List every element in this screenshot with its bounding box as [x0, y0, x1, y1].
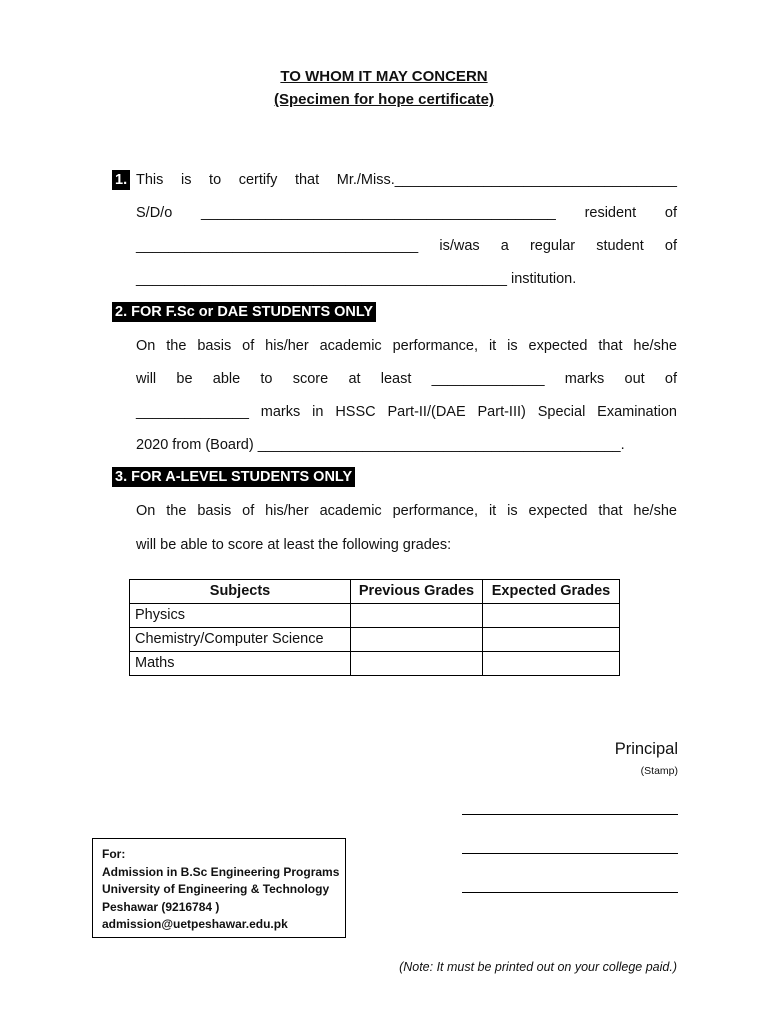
text-word: the — [166, 338, 187, 354]
text-word: able — [212, 371, 241, 387]
text-word: of — [242, 338, 255, 354]
contact-email: admission@uetpeshawar.edu.pk — [102, 917, 288, 931]
text-word: ______________ — [136, 404, 249, 420]
text-word: ____________________________________________ — [201, 205, 556, 221]
text-word: HSSC — [335, 404, 376, 420]
text-word: marks — [260, 404, 301, 420]
section-1-line-3 — [136, 236, 677, 256]
section-2-line-4: 2020 from (Board) _____________________________________________. — [136, 437, 625, 453]
contact-for-label: For: — [102, 847, 126, 861]
text-word: Special — [537, 404, 586, 420]
section-3-line-1 — [136, 501, 677, 521]
section-2-line-3 — [136, 402, 677, 422]
text-word: academic — [319, 503, 382, 519]
contact-university: University of Engineering & Technology — [102, 882, 330, 896]
column-header-subjects: Subjects — [130, 580, 351, 604]
expected-grade-cell — [483, 604, 620, 628]
text-word: is — [507, 503, 518, 519]
page-title: TO WHOM IT MAY CONCERN — [280, 68, 488, 85]
text-word: basis — [197, 338, 232, 354]
text-word: resident — [584, 205, 637, 221]
text-word: score — [292, 371, 329, 387]
text-word: of — [242, 503, 255, 519]
section-2-line-1 — [136, 336, 677, 356]
text-word: a — [500, 238, 509, 254]
subject-cell: Chemistry/Computer Science — [130, 628, 351, 652]
text-word: expected — [528, 338, 588, 354]
text-word: he/she — [633, 338, 677, 354]
contact-box — [92, 838, 346, 938]
text-word: expected — [528, 503, 588, 519]
text-word: of — [664, 205, 677, 221]
contact-program: Admission in B.Sc Engineering Programs — [102, 864, 340, 879]
section-2-heading: 2. FOR F.Sc or DAE STUDENTS ONLY — [112, 302, 376, 322]
text-word: the — [166, 503, 187, 519]
subject-cell: Physics — [130, 604, 351, 628]
text-word: ___________________________________ — [136, 238, 419, 254]
text-word: On — [136, 338, 156, 354]
table-row — [130, 604, 620, 628]
expected-grade-cell — [483, 628, 620, 652]
signature-line — [462, 814, 678, 815]
text-word: S/D/o — [136, 205, 173, 221]
text-word: he/she — [633, 503, 677, 519]
previous-grade-cell — [351, 628, 483, 652]
page-subtitle: (Specimen for hope certificate) — [273, 91, 495, 108]
subject-cell: Maths — [130, 652, 351, 676]
text-word: Part-III) — [477, 404, 526, 420]
text-word: his/her — [265, 503, 309, 519]
table-header-row — [130, 580, 620, 604]
text-word: Examination — [597, 404, 677, 420]
text-word: certify — [238, 172, 278, 188]
grades-table — [129, 579, 620, 676]
text-word: to — [209, 172, 222, 188]
column-header-previous-grades: Previous Grades — [351, 580, 483, 604]
text-word: in — [312, 404, 324, 420]
expected-grade-cell — [483, 652, 620, 676]
signature-line — [462, 892, 678, 893]
text-word: performance, — [392, 503, 479, 519]
text-word: performance, — [392, 338, 479, 354]
text-word: out — [624, 371, 645, 387]
section-3-line-2: will be able to score at least the following grades: — [136, 537, 452, 553]
section-1-line-2 — [136, 203, 677, 223]
text-word: it — [488, 503, 497, 519]
text-word: This — [136, 172, 164, 188]
section-1-line-4: ______________________________________________ institution. — [136, 271, 577, 287]
text-word: academic — [319, 338, 382, 354]
footer-note: (Note: It must be printed out on your college paid.) — [399, 960, 677, 974]
stamp-label: (Stamp) — [640, 765, 678, 777]
previous-grade-cell — [351, 652, 483, 676]
text-word: ______________ — [431, 371, 545, 387]
text-word: at — [348, 371, 361, 387]
previous-grade-cell — [351, 604, 483, 628]
section-1-number: 1. — [112, 170, 130, 190]
text-word: is/was — [439, 238, 480, 254]
principal-label: Principal — [614, 740, 678, 758]
text-word: basis — [197, 503, 232, 519]
text-word: marks — [564, 371, 605, 387]
text-word: that — [598, 503, 623, 519]
section-1-line-1 — [136, 170, 677, 190]
text-word: student — [596, 238, 644, 254]
text-word: to — [260, 371, 273, 387]
text-word: of — [664, 238, 677, 254]
text-word: is — [507, 338, 518, 354]
text-word: Mr./Miss.___________________________________ — [336, 172, 677, 188]
section-3-heading: 3. FOR A-LEVEL STUDENTS ONLY — [112, 467, 355, 487]
column-header-expected-grades: Expected Grades — [483, 580, 620, 604]
section-2-line-2 — [136, 369, 677, 389]
text-word: that — [294, 172, 320, 188]
contact-city-phone: Peshawar (9216784 ) — [102, 899, 220, 914]
signature-line — [462, 853, 678, 854]
table-row — [130, 628, 620, 652]
table-row — [130, 652, 620, 676]
text-word: Part-II/(DAE — [387, 404, 466, 420]
text-word: of — [664, 371, 677, 387]
text-word: that — [598, 338, 623, 354]
text-word: it — [488, 338, 497, 354]
text-word: On — [136, 503, 156, 519]
text-word: regular — [529, 238, 576, 254]
text-word: be — [176, 371, 193, 387]
text-word: will — [136, 371, 157, 387]
text-word: is — [180, 172, 192, 188]
text-word: his/her — [265, 338, 309, 354]
text-word: least — [380, 371, 412, 387]
